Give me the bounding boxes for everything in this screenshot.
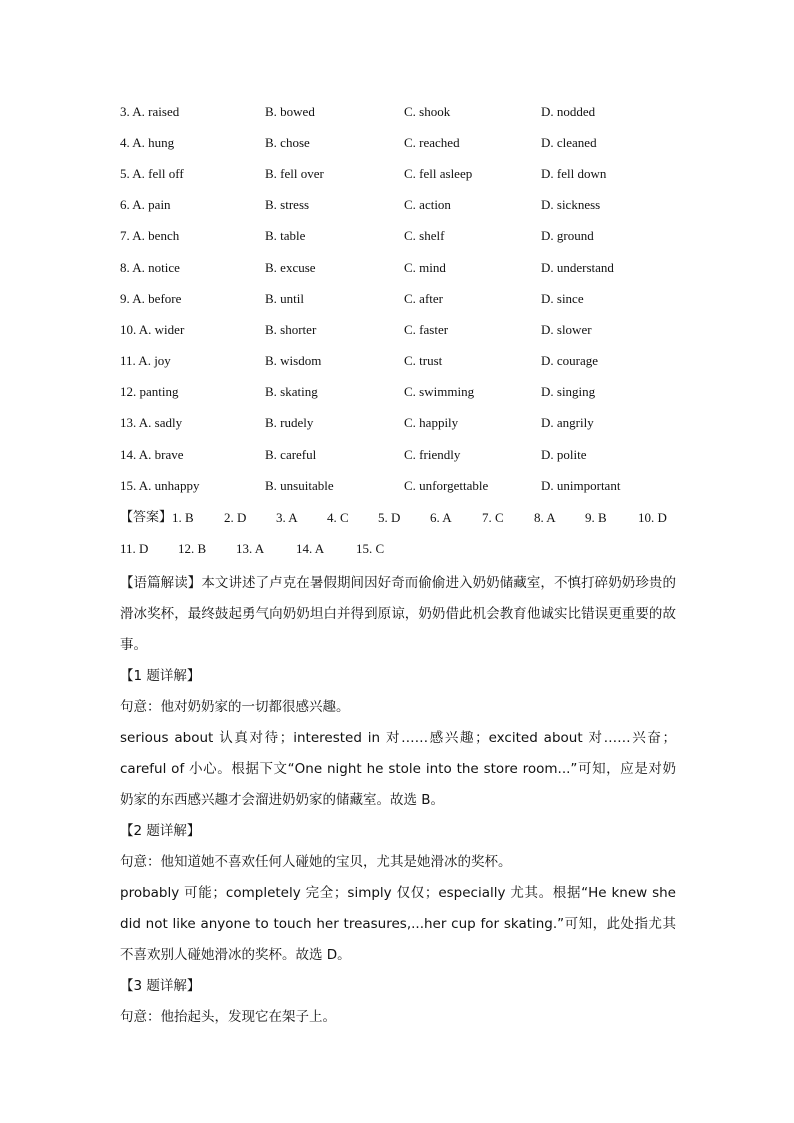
q1-meaning: 句意：他对奶奶家的一切都很感兴趣。 [120,699,350,715]
option-b: B. stress [265,197,310,213]
answer-item: 2. D [224,510,247,525]
option-c: C. friendly [404,446,461,462]
option-b: B. rudely [265,415,314,431]
q2-meaning: 句意：他知道她不喜欢任何人碰她的宝贝，尤其是她滑冰的奖杯。 [120,854,512,870]
option-d: D. nodded [541,103,596,119]
option-b: B. fell over [265,165,324,181]
answer-item: 10. D [638,510,667,525]
option-c: C. after [404,290,443,306]
option-c: C. swimming [404,384,475,400]
option-a: 11. A. joy [120,353,171,369]
option-row [120,190,680,221]
option-a: 13. A. sadly [120,415,183,431]
option-c: C. reached [404,134,460,150]
option-b: B. skating [265,384,318,400]
option-row [120,439,680,470]
option-row [120,314,680,345]
option-d: D. fell down [541,165,607,181]
option-c: C. action [404,197,451,213]
option-d: D. understand [541,259,614,275]
option-a: 9. A. before [120,290,182,306]
option-a: 7. A. bench [120,228,180,244]
option-a: 8. A. notice [120,259,180,275]
option-row [120,470,680,501]
option-b: B. unsuitable [265,477,334,493]
answer-item: 7. C [482,510,504,525]
option-d: D. sickness [541,197,601,213]
option-row [120,283,680,314]
q3-meaning: 句意：他抬起头，发现它在架子上。 [120,1009,336,1025]
q2-detail: probably 可能；completely 完全；simply 仅仅；especially 尤其。根据“He knew she did not like anyone to touch her treasures,...her cup for skating.”可知，此处指尤其不喜欢别人碰她滑冰的奖杯。故选 D。 [120,885,676,963]
option-a: 15. A. unhappy [120,477,200,493]
option-b: B. chose [265,134,310,150]
passage-text: 本文讲述了卢克在暑假期间因好奇而偷偷进入奶奶储藏室，不慎打碎奶奶珍贵的滑冰奖杯，最终鼓起勇气向奶奶坦白并得到原谅，奶奶借此机会教育他诚实比错误更重要的故事。 [120,575,676,653]
option-c: C. shelf [404,228,445,244]
explanation-section [120,568,676,1033]
option-c: C. mind [404,259,446,275]
option-b: B. table [265,228,306,244]
option-c: C. trust [404,353,443,369]
option-a: 5. A. fell off [120,165,184,181]
option-b: B. until [265,290,305,306]
answer-key [120,502,680,564]
option-c: C. happily [404,415,459,431]
answer-row-2 [120,533,680,564]
passage-label: 【语篇解读】 [120,575,202,591]
answer-item: 3. A [276,510,298,525]
option-c: C. shook [404,103,451,119]
option-row [120,127,680,158]
option-a: 10. A. wider [120,321,185,337]
option-b: B. excuse [265,259,316,275]
answer-item: 12. B [178,541,207,556]
options-table [120,96,680,501]
option-d: D. angrily [541,415,594,431]
option-a: 14. A. brave [120,446,184,462]
answer-item: 14. A [296,541,325,556]
q3-heading: 【3 题详解】 [120,978,201,994]
option-c: C. unforgettable [404,477,489,493]
option-row [120,221,680,252]
answer-item: 1. B [172,510,194,525]
option-row [120,96,680,127]
option-row [120,408,680,439]
option-row [120,158,680,189]
answer-item: 5. D [378,510,401,525]
option-a: 6. A. pain [120,197,171,213]
option-b: B. wisdom [265,353,322,369]
option-c: C. fell asleep [404,165,473,181]
option-b: B. shorter [265,321,317,337]
option-d: D. unimportant [541,477,621,493]
option-row [120,346,680,377]
answer-item: 13. A [236,541,265,556]
q1-detail: serious about 认真对待；interested in 对……感兴趣；excited about 对……兴奋；careful of 小心。根据下文“One night he stole into the store room...”可知，应是对奶奶家的东西感兴趣才会溜进奶奶家的储藏室。故选 B。 [120,730,676,808]
option-row [120,377,680,408]
answer-label: 【答案】 [120,510,173,525]
answer-item: 11. D [120,541,149,556]
answer-row-1 [120,502,680,533]
option-d: D. since [541,290,584,306]
answer-item: 4. C [327,510,349,525]
option-d: D. ground [541,228,594,244]
answer-item: 9. B [585,510,607,525]
option-d: D. cleaned [541,134,597,150]
option-a: 12. panting [120,384,179,400]
answer-item: 15. C [356,541,385,556]
option-d: D. slower [541,321,592,337]
option-a: 4. A. hung [120,134,175,150]
passage-summary [120,568,676,661]
option-a: 3. A. raised [120,103,180,119]
option-d: D. courage [541,353,599,369]
q1-heading: 【1 题详解】 [120,668,201,684]
option-d: D. singing [541,384,596,400]
option-b: B. bowed [265,103,315,119]
option-row [120,252,680,283]
q2-heading: 【2 题详解】 [120,823,201,839]
option-d: D. polite [541,446,587,462]
answer-item: 6. A [430,510,452,525]
option-c: C. faster [404,321,449,337]
answer-item: 8. A [534,510,556,525]
option-b: B. careful [265,446,317,462]
